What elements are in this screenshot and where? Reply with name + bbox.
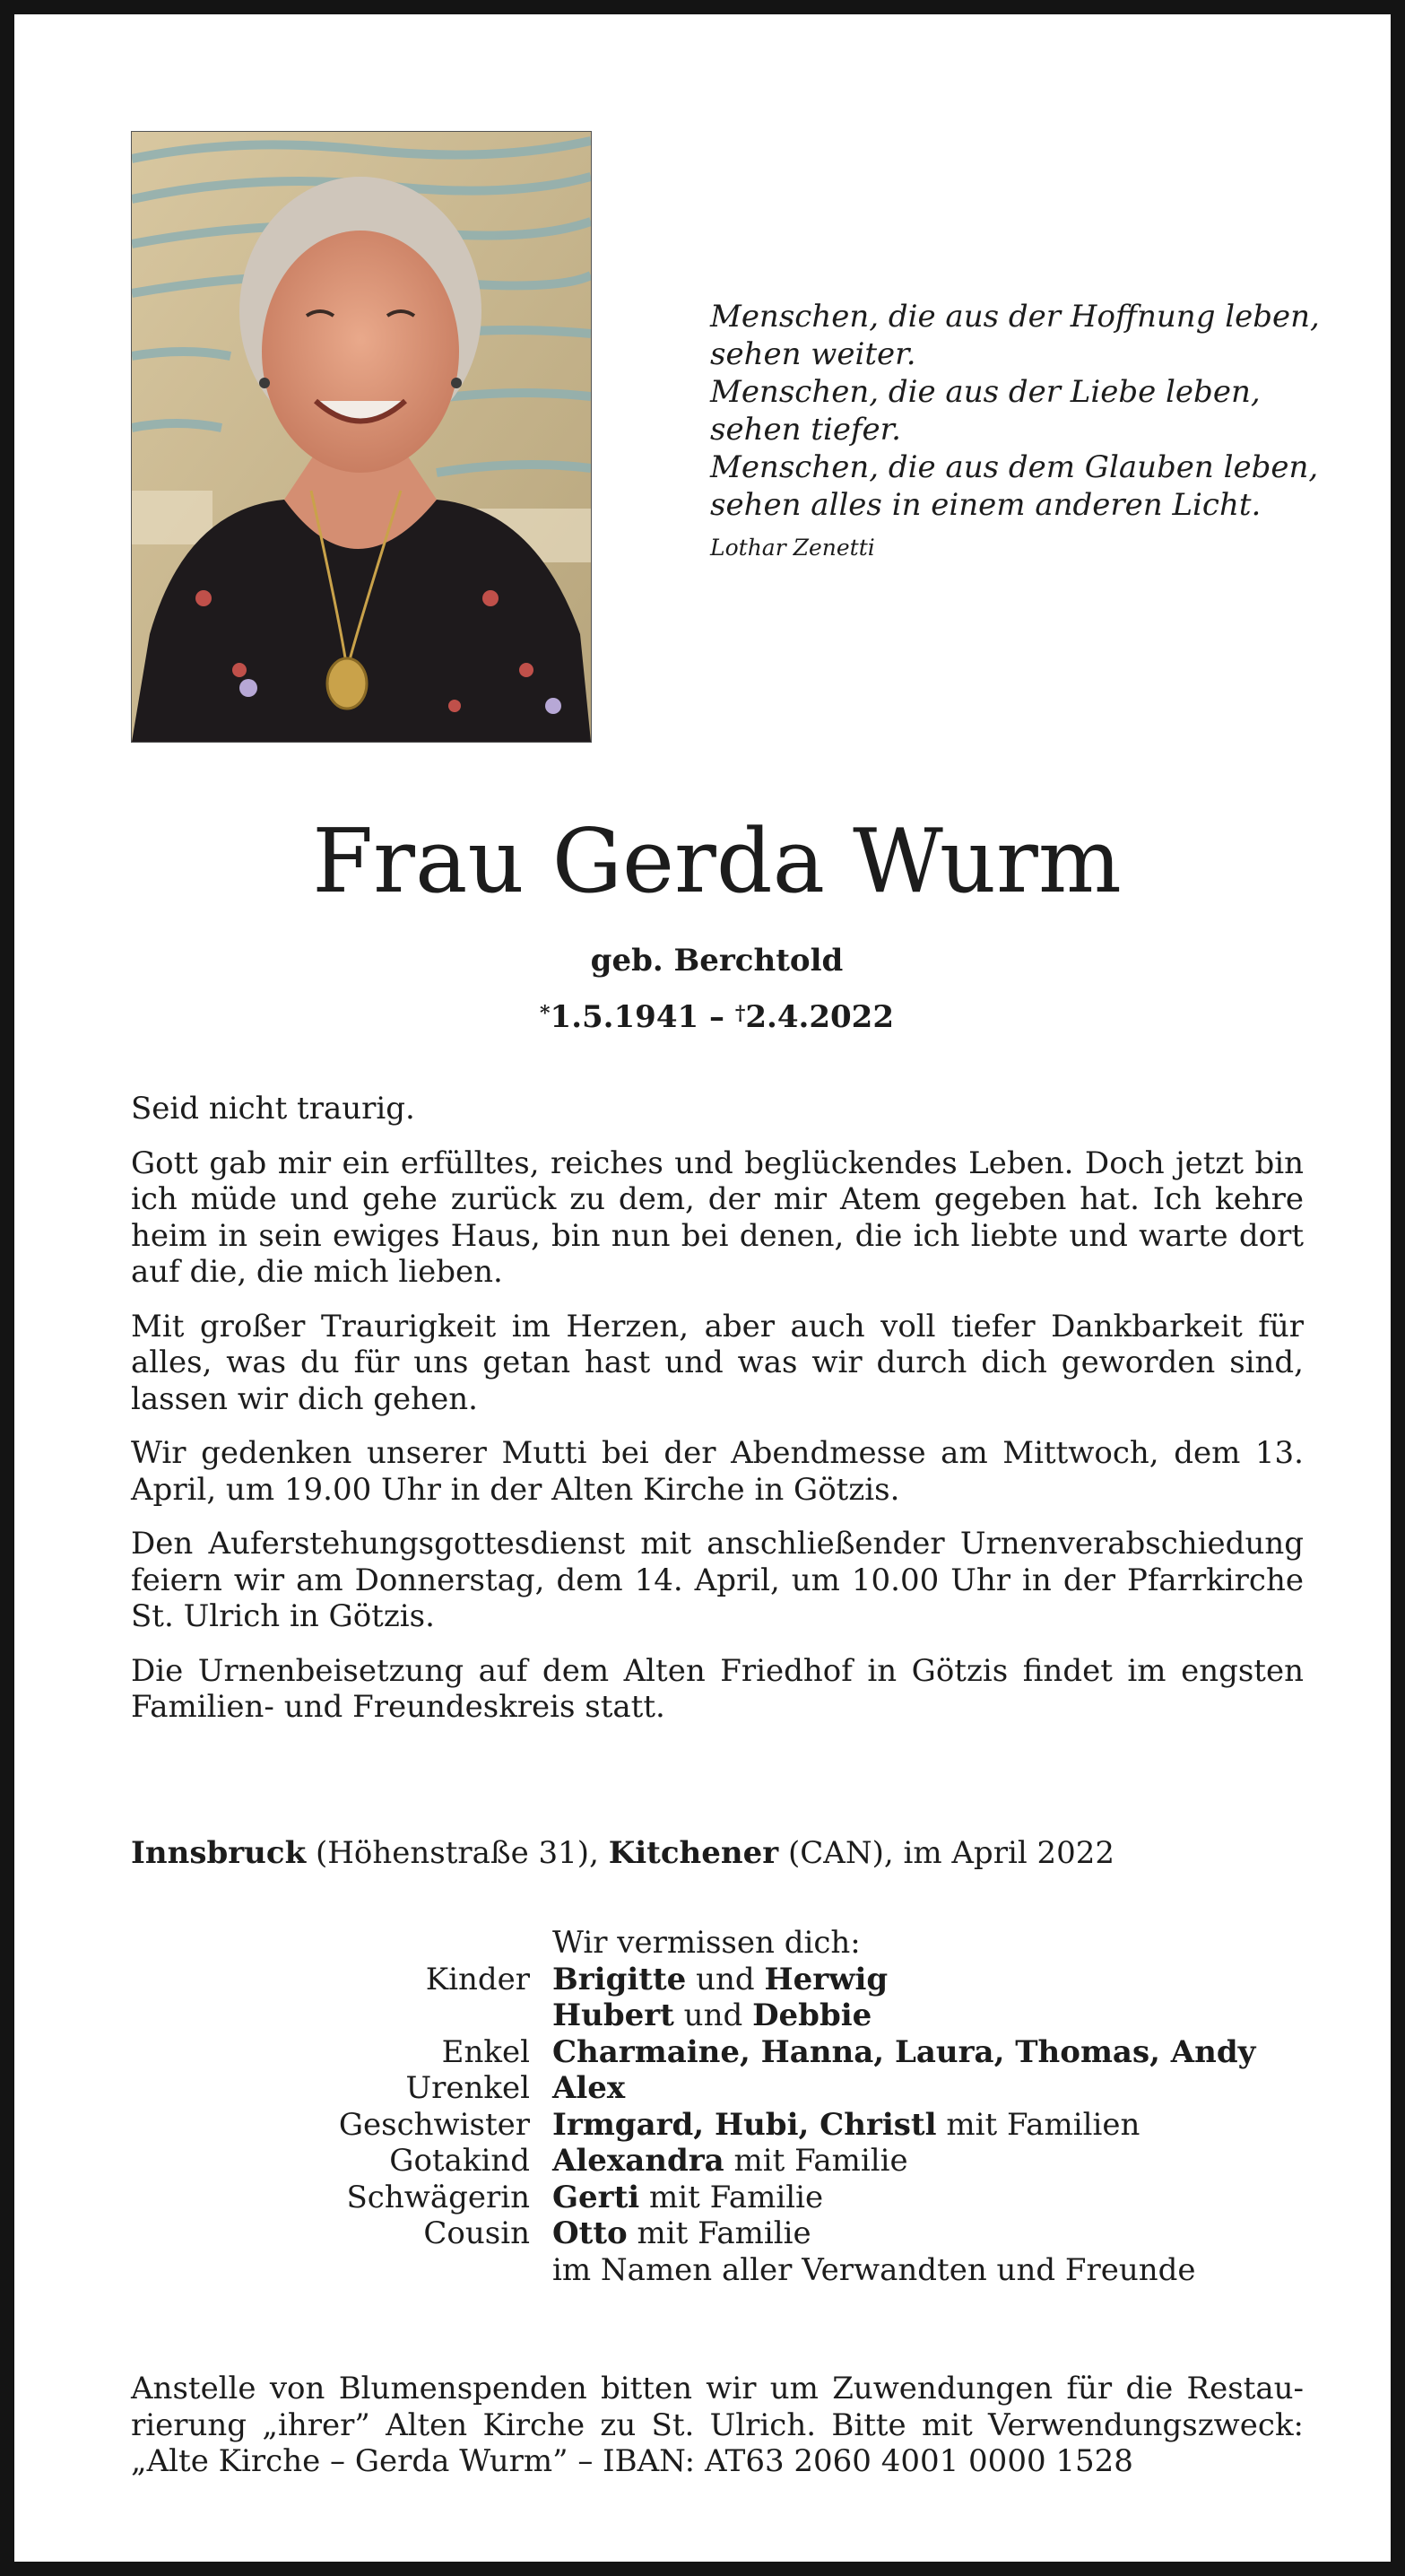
- name-connector: mit Familien: [936, 2106, 1140, 2143]
- name-connector: und: [686, 1961, 765, 1997]
- relative-name: Gerti: [552, 2179, 640, 2215]
- mourner-row: [131, 2034, 1304, 2071]
- mourners-list: [131, 1925, 1304, 2288]
- relative-name: Herwig: [764, 1961, 889, 1997]
- quote-line: sehen tiefer.: [710, 412, 901, 448]
- donation-line: „Alte Kirche – Gerda Wurm” – IBAN: AT63 2060 4001 0000 1528: [131, 2443, 1133, 2479]
- relative-names: [552, 1997, 1304, 2034]
- relative-name: Alex: [552, 2070, 626, 2106]
- name-connector: mit Familie: [724, 2143, 908, 2179]
- quote-line: Menschen, die aus der Liebe leben,: [710, 374, 1261, 410]
- mourners-closing-row: [131, 2252, 1304, 2289]
- mourners-intro-row: [131, 1925, 1304, 1962]
- donation-line: Anstelle von Blumenspenden bitten wir um Zuwendungen für die Restau-: [131, 2371, 1304, 2406]
- relation-label: Geschwister: [338, 2106, 530, 2143]
- city-innsbruck: Innsbruck: [131, 1835, 307, 1871]
- mourner-row: [131, 1962, 1304, 1998]
- paragraph: Seid nicht traurig.: [131, 1091, 415, 1127]
- quote-line: sehen weiter.: [710, 336, 916, 372]
- donation-note: [131, 2371, 1304, 2480]
- mourner-row: [131, 2180, 1304, 2216]
- relative-names: [552, 2143, 1304, 2180]
- life-dates: [14, 996, 1405, 1038]
- relation-label: Urenkel: [405, 2070, 530, 2106]
- name-connector: und: [673, 1997, 753, 2033]
- mourner-rows: [131, 1962, 1304, 2252]
- maiden-name: geb. Berchtold: [590, 943, 844, 979]
- paragraph: Den Auferstehungsgottesdienst mit anschließender Urnenverabschiedung feiern wir am Donnerstag, dem 14. April, um 10.00 Uhr in der Pfarrkirche St. Ulrich in Götzis.: [131, 1526, 1304, 1634]
- name-connector: mit Familie: [639, 2179, 824, 2215]
- mourner-row: [131, 2215, 1304, 2252]
- relative-names: [552, 1962, 1304, 1998]
- quote-line: sehen alles in einem anderen Licht.: [710, 487, 1262, 523]
- mourners-closing: im Namen aller Verwandten und Freunde: [552, 2251, 1196, 2288]
- relation-label: Cousin: [423, 2215, 530, 2251]
- birth-symbol: *: [540, 1002, 551, 1025]
- paragraph: Die Urnenbeisetzung auf dem Alten Friedhof in Götzis findet im engsten Familien- und Freundeskreis statt.: [131, 1652, 1304, 1725]
- relative-names: [552, 2070, 1304, 2107]
- name-connector: mit Familie: [627, 2215, 811, 2251]
- epigraph-quote: [710, 298, 1320, 563]
- relative-name: Brigitte: [552, 1961, 687, 1997]
- relation-label: Kinder: [425, 1961, 530, 1997]
- city-kitchener: Kitchener: [608, 1835, 779, 1871]
- paragraph: Gott gab mir ein erfülltes, reiches und beglückendes Leben. Doch jetzt bin ich müde und gehe zurück zu dem, der mir Atem gegeben hat. Ich kehre heim in sein ewiges Haus, bin nun bei denen, die ich liebte und warte dort auf die, die mich lieben.: [131, 1144, 1304, 1290]
- mourner-row: [131, 1997, 1304, 2034]
- obituary-text: [131, 1091, 1304, 1744]
- relative-names: [552, 2180, 1304, 2216]
- paragraph: Mit großer Traurigkeit im Herzen, aber auch voll tiefer Dankbarkeit für alles, was du für uns getan hast und was wir durch dich geworden sind, lassen wir dich gehen.: [131, 1308, 1304, 1417]
- relative-name: Alexandra: [552, 2143, 724, 2179]
- relation-label: Enkel: [441, 2033, 530, 2070]
- death-date: 2.4.2022: [745, 999, 894, 1035]
- relative-names: [552, 2107, 1304, 2144]
- paragraph: Wir gedenken unserer Mutti bei der Abendmesse am Mittwoch, dem 13. April, um 19.00 Uhr in der Alten Kirche in Götzis.: [131, 1435, 1304, 1508]
- deceased-name: Frau Gerda Wurm: [312, 811, 1122, 913]
- relative-name: Debbie: [752, 1997, 872, 2033]
- relative-name: Hubert: [552, 1997, 674, 2033]
- death-symbol: †: [734, 1002, 746, 1025]
- relative-name: Irmgard, Hubi, Christl: [552, 2106, 937, 2143]
- relation-label: [131, 1997, 552, 2034]
- mourner-row: [131, 2107, 1304, 2144]
- mourners-intro: Wir vermissen dich:: [552, 1925, 861, 1961]
- donation-line: rierung „ihrer” Alten Kirche zu St. Ulrich. Bitte mit Verwendungszweck:: [131, 2406, 1304, 2443]
- relative-name: Otto: [552, 2215, 628, 2251]
- relation-label: Gotakind: [389, 2143, 530, 2179]
- place-and-date: [131, 1833, 1304, 1873]
- city-innsbruck-detail: (Höhenstraße 31),: [306, 1835, 609, 1871]
- portrait-photo: [131, 131, 592, 743]
- relation-label: Schwägerin: [346, 2179, 530, 2215]
- mourner-row: [131, 2070, 1304, 2107]
- relative-names: [552, 2034, 1304, 2071]
- relative-names: [552, 2215, 1304, 2252]
- relative-name: Charmaine, Hanna, Laura, Thomas, Andy: [552, 2033, 1256, 2070]
- mourner-row: [131, 2143, 1304, 2180]
- quote-line: Menschen, die aus der Hoffnung leben,: [710, 299, 1320, 335]
- date-separator: –: [698, 999, 735, 1035]
- birth-date: 1.5.1941: [550, 999, 699, 1035]
- city-kitchener-detail: (CAN), im April 2022: [778, 1835, 1115, 1871]
- quote-line: Menschen, die aus dem Glauben leben,: [710, 449, 1319, 485]
- quote-author: Lothar Zenetti: [710, 535, 875, 561]
